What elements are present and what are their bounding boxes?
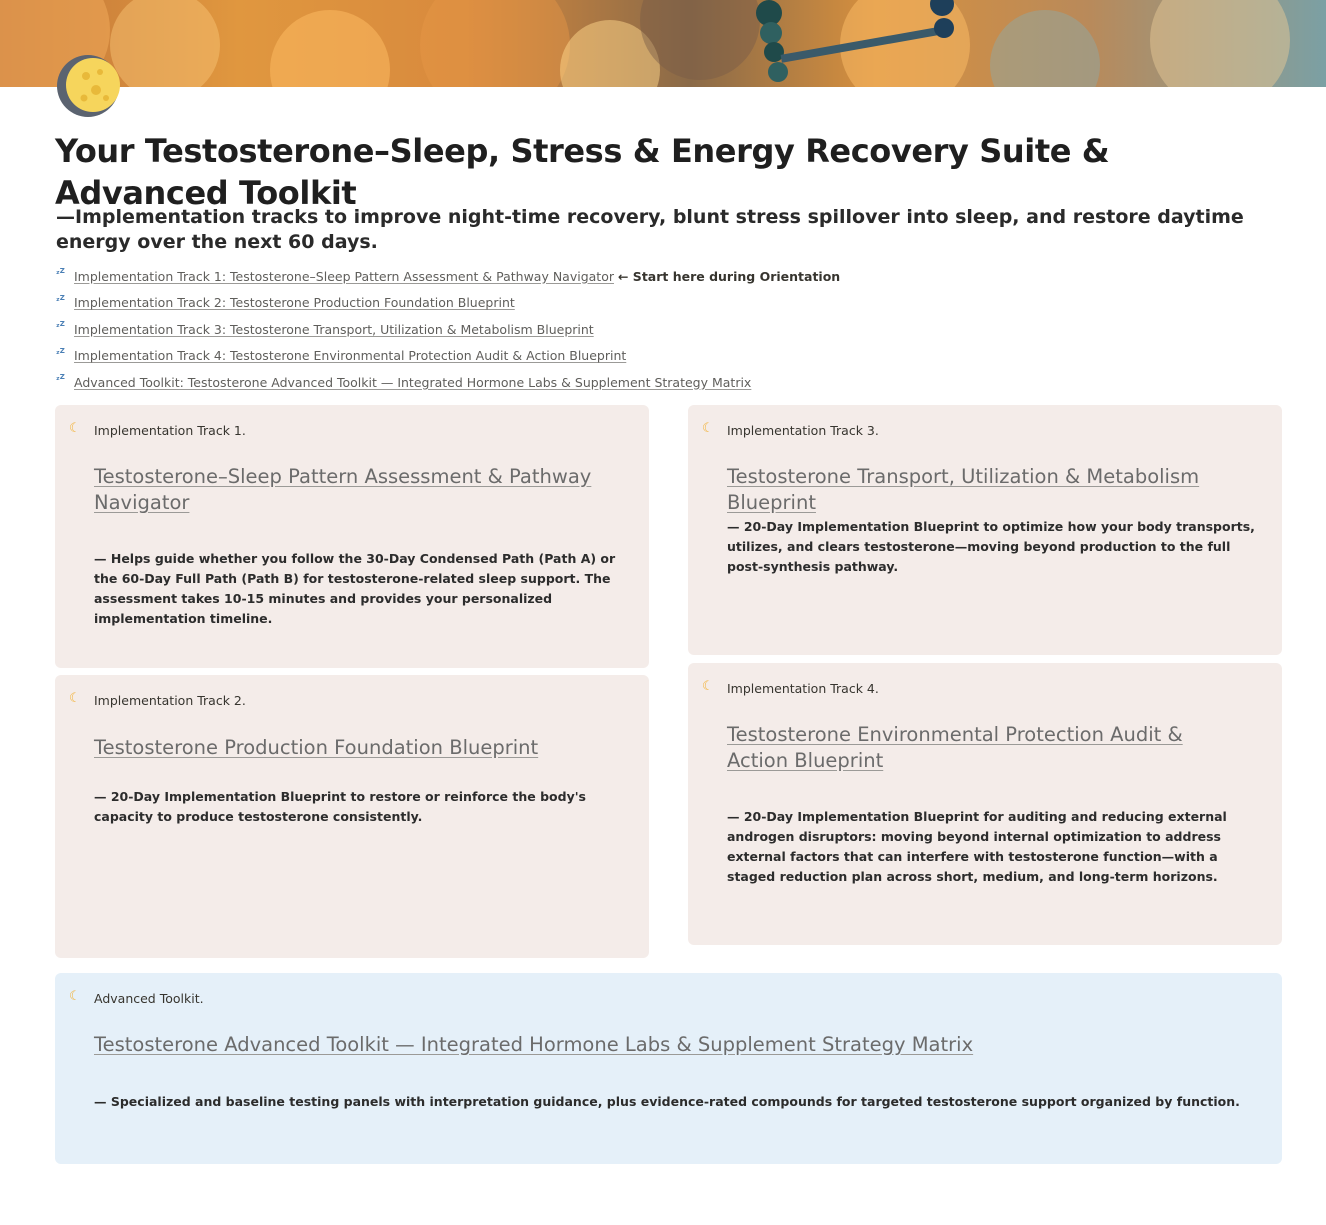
advanced-toolkit-link[interactable]: Advanced Toolkit: Testosterone Advanced Toolkit — Integrated Hormone Labs & Supplement Strategy Matrix (74, 374, 752, 390)
card-label: Advanced Toolkit. (94, 991, 204, 1006)
track-3-title-link[interactable]: Testosterone Transport, Utilization & Metabolism Blueprint (727, 465, 1200, 514)
list-item (56, 369, 1056, 396)
track-4-title-link[interactable]: Testosterone Environmental Protection Audit & Action Blueprint (727, 723, 1183, 772)
card-description: — Specialized and baseline testing panels with interpretation guidance, plus evidence-rated compounds for targeted testosterone support organized by function. (94, 1094, 1240, 1109)
list-item (56, 316, 1056, 343)
toolkit-title-link[interactable]: Testosterone Advanced Toolkit — Integrated Hormone Labs & Supplement Strategy Matrix (94, 1033, 974, 1056)
track-2-link[interactable]: Implementation Track 2: Testosterone Production Foundation Blueprint (74, 295, 515, 311)
card-label: Implementation Track 2. (94, 693, 246, 708)
zzz-icon: ᶻ$^Z$ (56, 346, 65, 360)
track-1-card (55, 405, 649, 668)
track-2-card (55, 675, 649, 958)
moon-icon (56, 54, 120, 118)
crescent-moon-icon: ☾ (69, 989, 81, 1004)
card-description: — 20-Day Implementation Blueprint for auditing and reducing external androgen disruptors: moving beyond internal optimization to address external factors that can interfere with testosterone function—with a staged reduction plan across short, medium, and long-term horizons. (727, 809, 1227, 884)
track-1-link[interactable]: Implementation Track 1: Testosterone–Sleep Pattern Assessment & Pathway Navigator (74, 268, 614, 284)
card-label: Implementation Track 3. (727, 423, 879, 438)
page-subtitle: —Implementation tracks to improve night-time recovery, blunt stress spillover into sleep, and restore daytime energy over the next 60 days. (56, 206, 1244, 253)
card-description: — 20-Day Implementation Blueprint to optimize how your body transports, utilizes, and clears testosterone—moving beyond production to the full post-synthesis pathway. (727, 519, 1255, 574)
track-3-card (688, 405, 1282, 655)
track-4-link[interactable]: Implementation Track 4: Testosterone Environmental Protection Audit & Action Blueprint (74, 348, 627, 364)
zzz-icon: ᶻ$^Z$ (56, 293, 65, 307)
zzz-icon: ᶻ$^Z$ (56, 373, 65, 387)
track-4-card (688, 663, 1282, 945)
zzz-icon: ᶻ$^Z$ (56, 320, 65, 334)
card-label: Implementation Track 4. (727, 681, 879, 696)
card-label: Implementation Track 1. (94, 423, 246, 438)
crescent-moon-icon: ☾ (702, 421, 714, 436)
crescent-moon-icon: ☾ (69, 691, 81, 706)
page-title: Your Testosterone–Sleep, Stress & Energy Recovery Suite & Advanced Toolkit (55, 132, 1110, 212)
crescent-moon-icon: ☾ (702, 679, 714, 694)
advanced-toolkit-card (55, 973, 1282, 1164)
start-here-note: ← Start here during Orientation (617, 268, 841, 284)
crescent-moon-icon: ☾ (69, 421, 81, 436)
track-1-title-link[interactable]: Testosterone–Sleep Pattern Assessment & Pathway Navigator (94, 465, 592, 514)
track-link-list (56, 263, 1056, 396)
list-item (56, 343, 1056, 370)
track-3-link[interactable]: Implementation Track 3: Testosterone Transport, Utilization & Metabolism Blueprint (74, 321, 594, 337)
track-2-title-link[interactable]: Testosterone Production Foundation Blueprint (94, 736, 539, 759)
cover-image (0, 0, 1326, 87)
card-description: — 20-Day Implementation Blueprint to restore or reinforce the body's capacity to produce testosterone consistently. (94, 789, 586, 824)
list-item (56, 290, 1056, 317)
card-description: — Helps guide whether you follow the 30-Day Condensed Path (Path A) or the 60-Day Full Path (Path B) for testosterone-related sleep support. The assessment takes 10-15 minutes and provides your personalized implementation timeline. (94, 551, 616, 626)
zzz-icon: ᶻ$^Z$ (56, 267, 65, 281)
list-item (56, 263, 1056, 290)
